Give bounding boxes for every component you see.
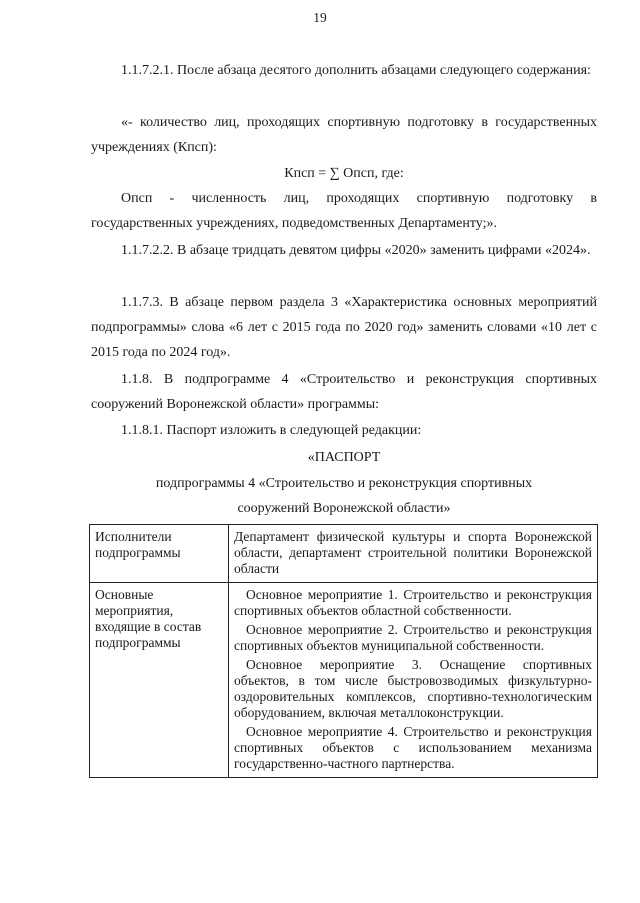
activity-item-2: Основное мероприятие 2. Строительство и реконструкция спортивных объектов муниципальной собственности. (234, 622, 592, 653)
formula: Кпсп = ∑ Опсп, где: (284, 166, 404, 181)
activity-item-3: Основное мероприятие 3. Оснащение спортивных объектов, в том числе быстровозводимых физкультурно-оздоровительных комплексов, спортивно-технологическим оборудованием, включая металлоконструкции. (234, 657, 592, 720)
passport-table (89, 524, 598, 778)
row-value-main-activities (229, 583, 598, 778)
paragraph-opsp-definition: Опсп - численность лиц, проходящих спортивную подготовку в государственных учреждениях, подведомственных Департаменту;». (91, 191, 597, 231)
passport-subheading-line-2: сооружений Воронежской области» (237, 501, 451, 516)
row-label-executors: Исполнители подпрограммы (90, 525, 229, 583)
activity-item-1: Основное мероприятие 1. Строительство и реконструкция спортивных объектов областной собственности. (234, 587, 592, 618)
paragraph-count-definition: «- количество лиц, проходящих спортивную подготовку в государственных учреждениях (Кпсп): (91, 115, 597, 155)
paragraph-1-1-8: 1.1.8. В подпрограмме 4 «Строительство и реконструкция спортивных сооружений Воронежской области» программы: (91, 372, 597, 412)
paragraph-1-1-7-2-1: 1.1.7.2.1. После абзаца десятого дополнить абзацами следующего содержания: (121, 63, 591, 78)
table-row (90, 525, 598, 583)
paragraph-1-1-8-1: 1.1.8.1. Паспорт изложить в следующей редакции: (121, 423, 422, 438)
row-value-executors: Департамент физической культуры и спорта Воронежской области, департамент строительной политики Воронежской области (229, 525, 598, 583)
paragraph-1-1-7-2-2: 1.1.7.2.2. В абзаце тридцать девятом цифры «2020» заменить цифрами «2024». (121, 243, 591, 258)
table-row (90, 583, 598, 778)
page-number: 19 (313, 10, 327, 25)
paragraph-1-1-7-3: 1.1.7.3. В абзаце первом раздела 3 «Характеристика основных мероприятий подпрограммы» слова «6 лет с 2015 года по 2020 год» заменить словами «10 лет с 2015 года по 2024 год». (91, 295, 597, 360)
passport-subheading-line-1: подпрограммы 4 «Строительство и реконструкция спортивных (155, 476, 533, 491)
activity-item-4: Основное мероприятие 4. Строительство и реконструкция спортивных объектов с использованием механизма государственно-частного партнерства. (234, 724, 592, 771)
passport-heading: «ПАСПОРТ (307, 450, 381, 465)
row-label-main-activities: Основные мероприятия, входящие в состав подпрограммы (90, 583, 229, 778)
